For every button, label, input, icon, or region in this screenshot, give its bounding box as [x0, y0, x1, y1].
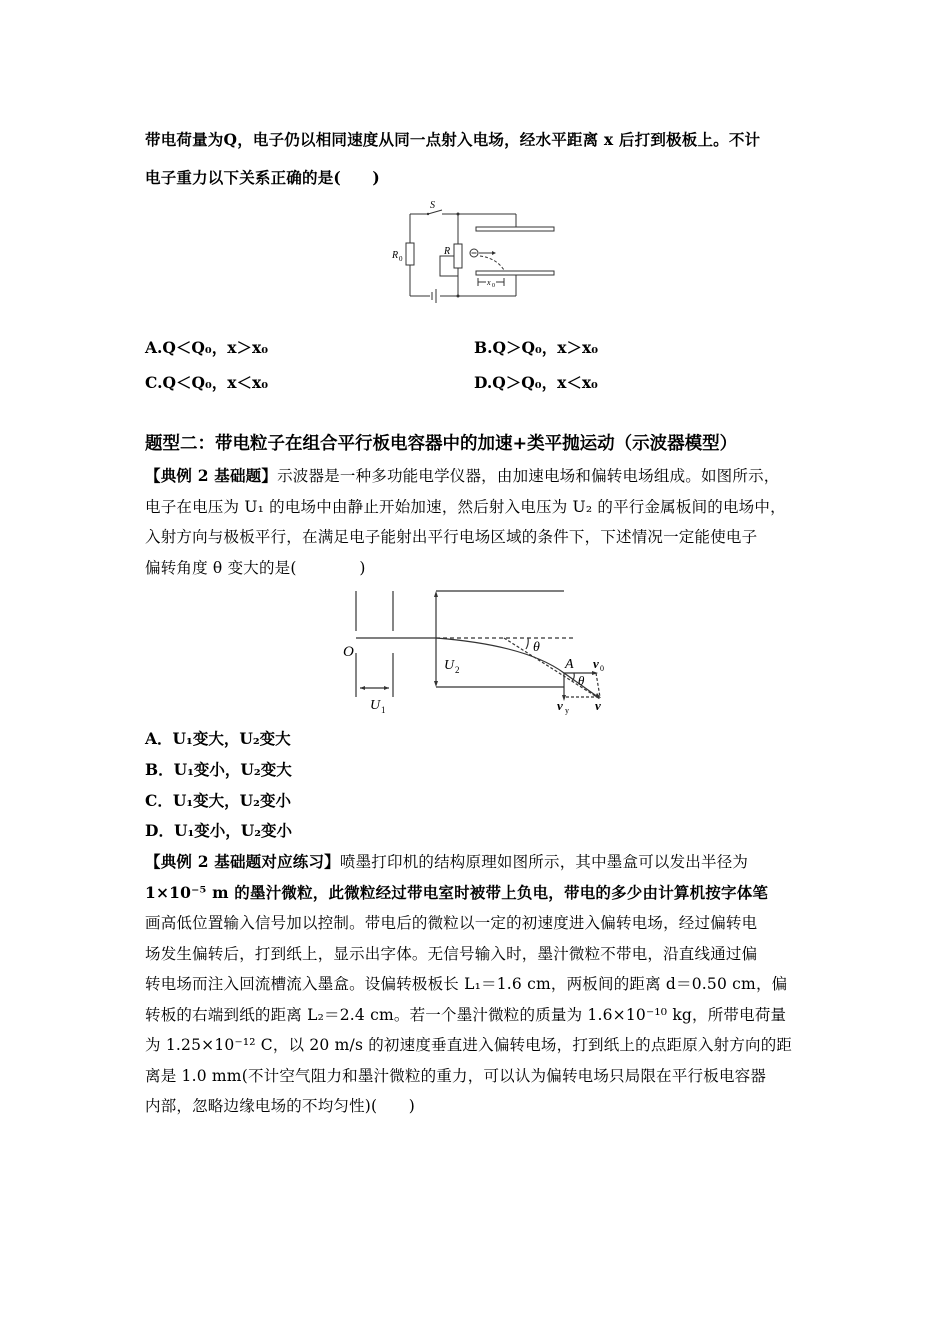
example-option-b[interactable]: B．U₁变小，U₂变大 [145, 760, 292, 779]
theta-label-1: θ [533, 640, 540, 655]
v0-subscript: 0 [600, 664, 604, 673]
q1-line-2: 电子重力以下关系正确的是( ) [145, 168, 380, 187]
v-label: v [595, 698, 601, 713]
theta-label-2: θ [578, 673, 585, 688]
practice-text-1: 喷墨打印机的结构原理如图所示，其中墨盒可以发出半径为 [339, 853, 749, 871]
r0-subscript: 0 [399, 255, 403, 263]
practice-line-9: 内部，忽略边缘电场的不均匀性)( ) [145, 1097, 415, 1115]
practice-line-3: 画高低位置输入信号加以控制。带电后的微粒以一定的初速度进入偏转电场，经过偏转电 [145, 914, 758, 932]
point-a-label: A [565, 657, 574, 672]
q1-option-d[interactable]: D.Q＞Q₀，x＜x₀ [474, 373, 598, 392]
origin-label: O [343, 644, 354, 660]
x0-subscript: 0 [492, 283, 495, 289]
u1-label: U [370, 698, 381, 713]
q1-option-c[interactable]: C.Q＜Q₀，x＜x₀ [145, 373, 269, 392]
example-option-c[interactable]: C．U₁变大，U₂变小 [145, 791, 291, 810]
practice-line-6: 转板的右端到纸的距离 L₂＝2.4 cm。若一个墨汁微粒的质量为 1.6×10⁻¹⁰ kg，所带电荷量 [145, 1006, 787, 1024]
r0-label: R [392, 250, 399, 261]
r-label: R [444, 246, 451, 257]
v0-label: v [593, 656, 599, 671]
u2-label: U [444, 658, 455, 673]
example-line-3: 入射方向与极板平行，在满足电子能射出平行电场区域的条件下，下述情况一定能使电子 [145, 528, 758, 546]
oscilloscope-diagram [336, 585, 616, 715]
example-text-1: 示波器是一种多功能电学仪器，由加速电场和偏转电场组成。如图所示， [277, 467, 780, 485]
u2-subscript: 2 [455, 665, 460, 675]
example-option-d[interactable]: D．U₁变小，U₂变小 [145, 821, 293, 840]
example-line-2: 电子在电压为 U₁ 的电场中由静止开始加速，然后射入电压为 U₂ 的平行金属板间的电场中， [145, 498, 786, 516]
vy-label: v [557, 698, 563, 713]
example-line-4: 偏转角度 θ 变大的是( ) [145, 559, 366, 577]
circuit-diagram [380, 198, 560, 306]
practice-line-8: 离是 1.0 mm(不计空气阻力和墨汁微粒的重力，可以认为偏转电场只局限在平行板电容器 [145, 1067, 767, 1085]
practice-line-4: 场发生偏转后，打到纸上，显示出字体。无信号输入时，墨汁微粒不带电，沿直线通过偏 [145, 945, 758, 963]
example-line-1 [145, 464, 779, 486]
q1-option-a[interactable]: A.Q＜Q₀，x＞x₀ [145, 338, 268, 357]
practice-line-5: 转电场而注入回流槽流入墨盒。设偏转极板长 L₁＝1.6 cm，两板间的距离 d＝0.50 cm，偏 [145, 975, 788, 993]
example-option-a[interactable]: A．U₁变大，U₂变大 [145, 729, 291, 748]
example-tag: 【典例 2 基础题】 [145, 466, 278, 485]
vy-subscript: y [565, 706, 569, 715]
practice-line-2: 1×10⁻⁵ m 的墨汁微粒，此微粒经过带电室时被带上负电，带电的多少由计算机按字体笔 [145, 883, 769, 902]
practice-tag: 【典例 2 基础题对应练习】 [145, 852, 340, 871]
practice-line-7: 为 1.25×10⁻¹² C，以 20 m/s 的初速度垂直进入偏转电场，打到纸上的点距原入射方向的距 [145, 1036, 793, 1054]
x0-label: x [487, 278, 491, 287]
q1-option-b[interactable]: B.Q＞Q₀，x＞x₀ [474, 338, 599, 357]
section-heading: 题型二：带电粒子在组合平行板电容器中的加速+类平抛运动（示波器模型） [145, 434, 738, 454]
switch-label: S [430, 200, 435, 211]
u1-subscript: 1 [381, 705, 386, 715]
practice-line-1 [145, 850, 748, 872]
q1-line-1: 带电荷量为Q，电子仍以相同速度从同一点射入电场，经水平距离 x 后打到极板上。不计 [145, 130, 761, 149]
